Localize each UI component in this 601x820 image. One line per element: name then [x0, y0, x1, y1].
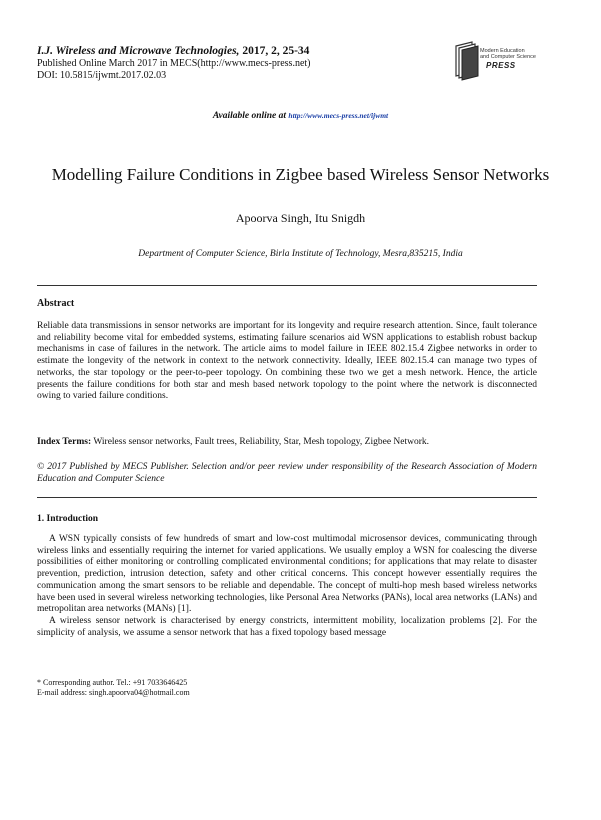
author-email: E-mail address: singh.apoorva04@hotmail.com [37, 688, 190, 697]
abstract-heading: Abstract [37, 298, 75, 309]
copyright-notice: © 2017 Published by MECS Publisher. Selection and/or peer review under responsibility of the Research Association of Modern Education and Computer Science [37, 462, 537, 484]
journal-url-link[interactable]: http://www.mecs-press.net/ijwmt [288, 111, 389, 120]
mecs-press-logo [452, 38, 562, 82]
index-terms-label: Index Terms: [37, 437, 92, 447]
footnote [37, 678, 190, 698]
corresponding-author: * Corresponding author. Tel.: +91 7033646425 [37, 678, 188, 687]
logo-press: PRESS [486, 61, 516, 70]
available-online: Available online at http://www.mecs-press.net/ijwmt [212, 111, 389, 121]
index-terms-text: Wireless sensor networks, Fault trees, Reliability, Star, Mesh topology, Zigbee Network. [91, 437, 430, 447]
divider [37, 285, 537, 286]
published-line: Published Online March 2017 in MECS(http://www.mecs-press.net) [37, 58, 311, 69]
paragraph: A wireless sensor network is characterised by energy constricts, intermittent mobility, localization problems [2]. For the simplicity of analysis, we assume a sensor network that has a fixed topology based message [37, 615, 537, 638]
section-heading: 1. Introduction [37, 514, 99, 524]
logo-text: Modern Education and Computer Science [480, 48, 536, 60]
section-body [37, 534, 537, 639]
paragraph: A WSN typically consists of few hundreds of smart and low-cost multimodal microsensor devices, communicating through wireless links and essentially requiring the internet for varied applications. We usually employ a WSN for coalescing the diverse possibilities of either monitoring or controlling complicated environmental conditions; for applications that may relate to disaster prevention, prediction, intrusion detection, safety and other critical concerns. This concept however essentially requires the communication among the smart sensors to be reliable and dependable. The concept of multi-hop mesh based wireless networks have been used in several wireless networking technologies, like Personal Area Networks (PANs), local area networks (LANs) and metropolitan area networks (MANs) [1]. [37, 534, 537, 615]
index-terms [37, 437, 537, 447]
abstract-text: Reliable data transmissions in sensor networks are important for its longevity and require research attention. Since, fault tolerance and reliability become vital for embedded systems, estimating failure scenarios aid WSN applications to establish robust backup mechanisms in case of failures in the network. The article aims to model failure in IEEE 802.15.4 Zigbee networks in order to estimate the longevity of the network in context to the network connectivity. Ideally, IEEE 802.15.4 can manage two types of networks, the star topology or the peer-to-peer topology. On combining these two we get a mesh network. Hence, the article presents the failure conditions for both star and mesh based network topology to the point where the network is disconnected owing to varied failure conditions. [37, 321, 537, 402]
journal-header [37, 44, 457, 82]
doi-line: DOI: 10.5815/ijwmt.2017.02.03 [37, 70, 167, 81]
journal-name: I.J. Wireless and Microwave Technologies, [37, 45, 240, 57]
paper-authors: Apoorva Singh, Itu Snigdh [235, 211, 366, 225]
paper-title: Modelling Failure Conditions in Zigbee based Wireless Sensor Networks [51, 165, 550, 184]
journal-citation [37, 44, 457, 58]
book-icon [452, 38, 482, 82]
paper-affiliation: Department of Computer Science, Birla Institute of Technology, Mesra,835215, India [138, 249, 463, 259]
journal-issue: 2017, 2, 25-34 [239, 45, 310, 57]
divider [37, 497, 537, 498]
